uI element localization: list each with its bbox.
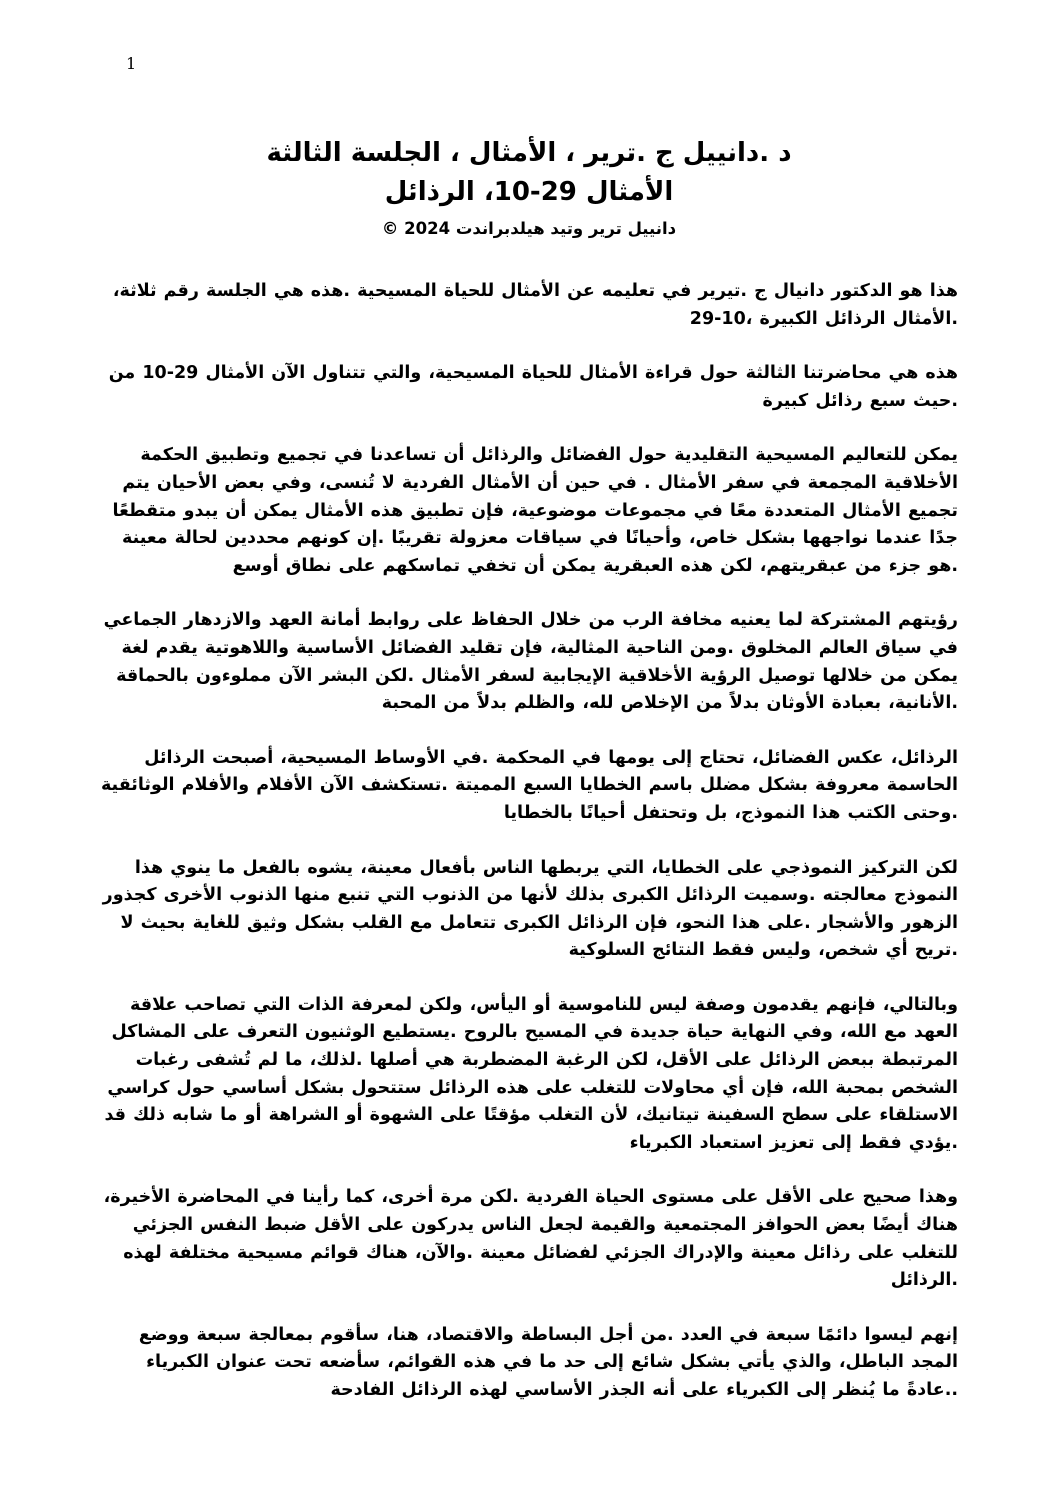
paragraph-9: إنهم ليسوا دائمًا سبعة في العدد .من أجل البساطة والاقتصاد، هنا، سأقوم بمعالجة سبعة ووضع المجد الباطل، والذي يأتي بشكل شائع إلى حد ما في هذه القوائم، سأضعه تحت عنوان الكبرياء .عادةً ما يُنظر إلى الكبرياء على أنه الجذر الأساسي لهذه الرذائل الفادحة.	[138, 1324, 958, 1400]
paragraph-4: رؤيتهم المشتركة لما يعنيه مخافة الرب من خلال الحفاظ على روابط أمانة العهد والازدهار الجماعي في سياق العالم المخلوق .ومن الناحية المثالية، فإن تقليد الفضائل الأساسية واللاهوتية يقدم لغة يمكن من خلالها توصيل الرؤية الأخلاقية الإيجابية لسفر الأمثال .لكن البشر الآن مملوءون بالحماقة الأنانية، بعبادة الأوثان بدلاً من الإخلاص لله، والظلم بدلاً من المحبة.	[103, 610, 958, 714]
copyright-line: © 2024 دانييل ترير وتيد هيلدبراندت	[381, 219, 677, 238]
paragraph-8: وهذا صحيح على الأقل على مستوى الحياة الفردية .لكن مرة أخرى، كما رأينا في المحاضرة الأخيرة، هناك أيضًا بعض الحوافز المجتمعية والقيمة لجعل الناس يدركون على الأقل ضبط النفس الجزئي للتغلب على رذائل معينة والإدراك الجزئي لفضائل معينة .والآن، هناك قوائم مسيحية مختلفة لهذه الرذائل.	[103, 1187, 958, 1291]
paragraph-5: الرذائل، عكس الفضائل، تحتاج إلى يومها في المحكمة .في الأوساط المسيحية، أصبحت الرذائل الحاسمة معروفة بشكل مضلل باسم الخطايا السبع المميتة .تستكشف الآن الأفلام والأفلام الوثائقية وحتى الكتب هذا النموذج، بل وتحتفل أحيانًا بالخطايا.	[100, 747, 958, 823]
paragraph-7: وبالتالي، فإنهم يقدمون وصفة ليس للناموسية أو اليأس، ولكن لمعرفة الذات التي تصاحب علاقة العهد مع الله، وفي النهاية حياة جديدة في المسيح بالروح .يستطيع الوثنيون التعرف على المشاكل المرتبطة ببعض الرذائل على الأقل، لكن الرغبة المضطربة هي أصلها .لذلك، ما لم تُشفى رغبات الشخص بمحبة الله، فإن أي محاولات للتغلب على هذه الرذائل ستتحول بشكل أساسي حول كراسي الاستلقاء على سطح السفينة تيتانيك، لأن التغلب مؤقتًا على الشهوة أو الشراهة أو ما شابه ذلك قد يؤدي فقط إلى تعزيز استعباد الكبرياء.	[104, 994, 958, 1153]
paragraph-1: هذا هو الدكتور دانيال ج .تيرير في تعليمه عن الأمثال للحياة المسيحية .هذه هي الجلسة رقم ثلاثة، الأمثال الرذائل الكبيرة ،10-29.	[112, 281, 958, 329]
paragraph-3: يمكن للتعاليم المسيحية التقليدية حول الفضائل والرذائل أن تساعدنا في تجميع وتطبيق الحكمة الأخلاقية المجمعة في سفر الأمثال . في حين أن الأمثال الفردية لا تُنسى، وفي بعض الأحيان يتم تجميع الأمثال المتعددة معًا في مجموعات موضوعية، فإن تطبيق هذه الأمثال يمكن أن يبدو متقطعًا جدًا عندما نواجهها بشكل خاص، وأحيانًا في سياقات معزولة تقريبًا .إن كونهم محددين لحالة معينة هو جزء من عبقريتهم، لكن هذه العبقرية يمكن أن تخفي تماسكهم على نطاق أوسع.	[112, 445, 958, 576]
document-title-line-2: الأمثال 29-10، الرذائل	[384, 177, 674, 207]
document-header	[100, 0, 958, 242]
document-body	[100, 278, 958, 1405]
page-number: 1	[126, 54, 137, 73]
document-title-line-1: د .دانييل ج .ترير ، الأمثال ، الجلسة الثالثة	[266, 138, 792, 168]
paragraph-2: هذه هي محاضرتنا الثالثة حول قراءة الأمثال للحياة المسيحية، والتي تتناول الآن الأمثال 29-10 من حيث سبع رذائل كبيرة.	[108, 363, 958, 411]
paragraph-6: لكن التركيز النموذجي على الخطايا، التي يربطها الناس بأفعال معينة، يشوه بالفعل ما ينوي هذا النموذج معالجته .وسميت الرذائل الكبرى بذلك لأنها من الذنوب التي تنبع منها الذنوب الأخرى كجذور الزهور والأشجار .على هذا النحو، فإن الرذائل الكبرى تتعامل مع القلب بشكل وثيق للغاية بحيث لا تريح أي شخص، وليس فقط النتائج السلوكية.	[102, 857, 958, 961]
